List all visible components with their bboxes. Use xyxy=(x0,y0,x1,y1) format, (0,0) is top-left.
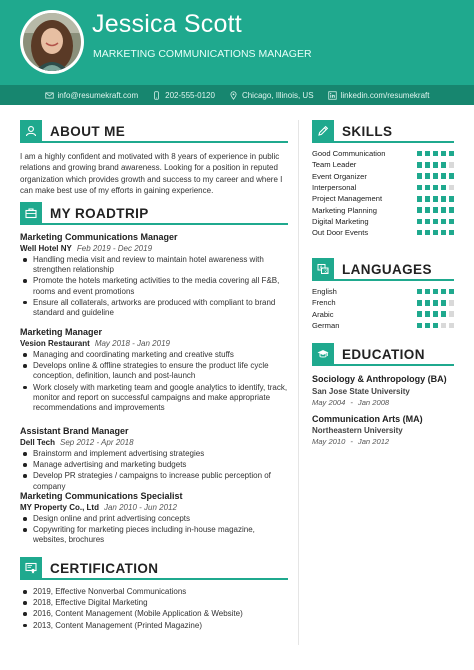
rating-dot-filled xyxy=(433,185,439,191)
education-degree: Communication Arts (MA) xyxy=(312,413,423,424)
rating-label: English xyxy=(312,287,337,297)
rating-dot-filled xyxy=(433,323,439,329)
rating-dot-filled xyxy=(441,207,447,213)
rating-dot-filled xyxy=(441,196,447,202)
rating-row xyxy=(312,297,454,308)
rating-dots xyxy=(417,207,455,213)
rating-dot-filled xyxy=(425,185,431,191)
about-text: I am a highly confident and motivated with 8 years of experience in public relations and growing brand awareness. Looking for a position in reputed organization which provides growth and success to my career and where I can make best use of my efforts in gaining experience. xyxy=(20,152,283,195)
contact-location xyxy=(229,91,314,100)
job-list-3 xyxy=(20,425,288,493)
job-entry xyxy=(20,490,288,546)
rating-dot-filled xyxy=(441,219,447,225)
rating-dot-filled xyxy=(441,162,447,168)
rating-dot-empty xyxy=(449,323,455,329)
certification-underline xyxy=(20,578,288,580)
certification-list xyxy=(20,586,288,632)
language-icon xyxy=(312,258,334,280)
rating-dots xyxy=(417,196,455,202)
rating-row xyxy=(312,148,454,159)
education-list xyxy=(312,374,454,447)
education-end: Jan 2008 xyxy=(357,397,390,407)
job-bullet: Copywriting for marketing pieces including in-house magazine, websites, brochures xyxy=(20,525,288,545)
job-company: MY Property Co., Ltd xyxy=(20,503,99,512)
rating-row xyxy=(312,171,454,182)
job-list-2 xyxy=(20,326,288,414)
rating-dot-filled xyxy=(425,151,431,157)
rating-label: Good Communication xyxy=(312,149,386,159)
job-title: Marketing Manager xyxy=(20,327,103,337)
column-divider xyxy=(298,120,299,645)
education-degree: Sociology & Anthropology (BA) xyxy=(312,374,447,384)
job-title: Assistant Brand Manager xyxy=(20,426,129,436)
job-dates: May 2018 - Jan 2019 xyxy=(94,339,170,348)
job-bullet: Work closely with marketing team and google analytics to identify, track, monitor and report on successful campaigns and make appropriate recommendations and improvements xyxy=(20,383,288,414)
rating-dot-filled xyxy=(449,219,455,225)
rating-dot-filled xyxy=(433,207,439,213)
rating-dot-filled xyxy=(425,219,431,225)
rating-label: French xyxy=(312,298,336,308)
job-list-4 xyxy=(20,490,288,547)
rating-dots xyxy=(417,323,455,329)
job-bullet: Managing and coordinating marketing and creative stuffs xyxy=(20,350,288,360)
skills-section-heading xyxy=(312,120,392,142)
rating-dot-filled xyxy=(417,323,423,329)
job-company: Dell Tech xyxy=(20,438,55,447)
job-bullet: Ensure all collaterals, artworks are produced with compliant to brand standard and guideline xyxy=(20,298,288,318)
job-entry xyxy=(20,326,288,413)
phone-icon xyxy=(152,91,161,100)
education-school: Northeastern University xyxy=(312,426,403,435)
certification-section-heading xyxy=(20,557,158,579)
job-meta xyxy=(20,243,288,254)
rating-dots xyxy=(417,289,455,295)
rating-row xyxy=(312,227,454,238)
certification-item: 2013, Content Management (Printed Magazine) xyxy=(20,621,288,631)
rating-dot-filled xyxy=(449,207,455,213)
rating-dot-filled xyxy=(417,230,423,236)
contact-email-text: info@resumekraft.com xyxy=(57,90,139,100)
candidate-job-title: MARKETING COMMUNICATIONS MANAGER xyxy=(93,48,312,60)
job-entry xyxy=(20,425,288,492)
profile-photo xyxy=(20,10,84,74)
job-bullet: Develop PR strategies / campaigns to increase public perception of company xyxy=(20,471,288,491)
education-section-heading xyxy=(312,343,425,365)
rating-dot-filled xyxy=(417,300,423,306)
profile-photo-image xyxy=(23,13,81,71)
rating-row xyxy=(312,309,454,320)
rating-dot-filled xyxy=(449,151,455,157)
job-company: Well Hotel NY xyxy=(20,244,72,253)
rating-dot-filled xyxy=(441,230,447,236)
skills-title: SKILLS xyxy=(342,123,393,139)
education-entry xyxy=(312,414,454,448)
rating-row xyxy=(312,182,454,193)
rating-dot-filled xyxy=(425,173,431,179)
contact-email[interactable] xyxy=(45,91,139,100)
rating-label: German xyxy=(312,321,340,331)
contact-linkedin[interactable] xyxy=(328,91,430,100)
about-title: ABOUT ME xyxy=(50,123,126,139)
roadtrip-underline xyxy=(20,223,288,225)
rating-dot-filled xyxy=(417,219,423,225)
rating-dot-filled xyxy=(433,196,439,202)
contact-phone[interactable] xyxy=(152,91,215,100)
rating-label: Marketing Planning xyxy=(312,205,378,215)
job-bullet: Promote the hotels marketing activities to the media covering all F&B, rooms and event promotions xyxy=(20,276,288,296)
rating-dot-filled xyxy=(425,311,431,317)
job-meta xyxy=(20,437,288,448)
certification-item: 2018, Effective Digital Marketing xyxy=(20,598,288,608)
education-start: May 2010 xyxy=(312,437,346,446)
rating-dot-filled xyxy=(433,151,439,157)
rating-dot-filled xyxy=(417,162,423,168)
rating-dot-filled xyxy=(425,323,431,329)
job-bullet: Handling media visit and review to maintain hotel awareness with strengthen relationship xyxy=(20,255,288,275)
education-dates xyxy=(312,397,454,408)
contact-bar xyxy=(0,85,474,105)
rating-dots xyxy=(417,300,455,306)
job-list xyxy=(20,231,288,319)
job-company: Vesion Restaurant xyxy=(20,339,90,348)
job-bullet: Brainstorm and implement advertising strategies xyxy=(20,449,288,459)
job-bullets xyxy=(20,449,288,492)
rating-dot-empty xyxy=(441,323,447,329)
job-bullet: Design online and print advertising concepts xyxy=(20,514,288,524)
svg-text:A: A xyxy=(319,265,323,271)
job-meta xyxy=(20,502,288,513)
about-underline xyxy=(20,141,288,143)
rating-dot-filled xyxy=(425,196,431,202)
rating-dots xyxy=(417,219,455,225)
certification-item: 2019, Effective Nonverbal Communications xyxy=(20,587,288,597)
linkedin-icon xyxy=(328,91,337,100)
rating-dot-filled xyxy=(449,230,455,236)
rating-dot-filled xyxy=(425,300,431,306)
rating-dots xyxy=(417,162,455,168)
rating-dot-filled xyxy=(417,311,423,317)
education-underline xyxy=(312,364,454,366)
rating-label: Out Door Events xyxy=(312,228,369,238)
rating-label: Team Leader xyxy=(312,160,357,170)
rating-dot-filled xyxy=(417,207,423,213)
about-section-heading xyxy=(20,120,125,142)
job-title: Marketing Communications Manager xyxy=(20,232,178,242)
education-entry xyxy=(312,374,454,408)
rating-label: Project Management xyxy=(312,194,383,204)
rating-dot-empty xyxy=(449,311,455,317)
rating-label: Digital Marketing xyxy=(312,216,369,226)
job-dates: Sep 2012 - Apr 2018 xyxy=(59,438,134,447)
rating-dot-filled xyxy=(425,230,431,236)
job-entry xyxy=(20,231,288,318)
rating-label: Event Organizer xyxy=(312,171,367,181)
rating-dot-filled xyxy=(417,289,423,295)
roadtrip-section-heading xyxy=(20,202,149,224)
rating-dots xyxy=(417,185,455,191)
job-bullets xyxy=(20,255,288,318)
certificate-icon xyxy=(20,557,42,579)
rating-dot-filled xyxy=(441,151,447,157)
graduation-cap-icon xyxy=(312,343,334,365)
contact-location-text: Chicago, Illinois, US xyxy=(241,90,314,100)
job-dates: Feb 2019 - Dec 2019 xyxy=(76,244,153,253)
education-dates xyxy=(312,436,454,447)
rating-row xyxy=(312,286,454,297)
pen-icon xyxy=(312,120,334,142)
rating-dot-filled xyxy=(441,289,447,295)
envelope-icon xyxy=(45,91,54,100)
briefcase-icon xyxy=(20,202,42,224)
rating-row xyxy=(312,193,454,204)
rating-dots xyxy=(417,173,455,179)
job-bullet: Develops online & offline strategies to ensure the product life cycle conception, definition, launch and post-launch xyxy=(20,361,288,381)
rating-dot-filled xyxy=(417,185,423,191)
skills-underline xyxy=(312,141,454,143)
user-icon xyxy=(20,120,42,142)
job-meta xyxy=(20,338,288,349)
rating-dot-filled xyxy=(433,300,439,306)
rating-dot-filled xyxy=(449,173,455,179)
rating-dot-filled xyxy=(441,185,447,191)
education-dash: - xyxy=(350,397,353,407)
rating-dot-filled xyxy=(441,173,447,179)
job-bullets xyxy=(20,350,288,413)
certification-item: 2016, Content Management (Mobile Application & Website) xyxy=(20,609,288,619)
rating-dot-filled xyxy=(417,196,423,202)
rating-dot-filled xyxy=(433,230,439,236)
languages-title: LANGUAGES xyxy=(342,261,432,277)
rating-row xyxy=(312,216,454,227)
rating-row xyxy=(312,159,454,170)
rating-dot-filled xyxy=(433,219,439,225)
education-title: EDUCATION xyxy=(342,346,425,362)
rating-dots xyxy=(417,151,455,157)
languages-underline xyxy=(312,279,454,281)
rating-dot-filled xyxy=(425,289,431,295)
rating-dot-empty xyxy=(449,185,455,191)
rating-dot-filled xyxy=(425,162,431,168)
languages-list xyxy=(312,286,454,331)
rating-label: Arabic xyxy=(312,309,334,319)
rating-dot-filled xyxy=(449,289,455,295)
resume-header xyxy=(0,0,474,85)
job-dates: Jan 2010 - Jun 2012 xyxy=(103,503,177,512)
rating-dot-filled xyxy=(449,196,455,202)
rating-dot-filled xyxy=(425,207,431,213)
rating-dot-filled xyxy=(417,173,423,179)
job-bullets xyxy=(20,514,288,546)
rating-dot-filled xyxy=(433,162,439,168)
rating-row xyxy=(312,204,454,215)
roadtrip-title: MY ROADTRIP xyxy=(50,205,149,221)
education-dash: - xyxy=(350,437,353,446)
map-pin-icon xyxy=(229,91,238,100)
contact-phone-text: 202-555-0120 xyxy=(165,90,215,100)
rating-dots xyxy=(417,230,455,236)
education-school: San Jose State University xyxy=(312,386,410,396)
languages-section-heading xyxy=(312,258,432,280)
rating-dot-filled xyxy=(441,311,447,317)
contact-linkedin-text: linkedin.com/resumekraft xyxy=(340,90,430,100)
svg-text:文: 文 xyxy=(323,269,328,275)
rating-dot-filled xyxy=(433,173,439,179)
job-title: Marketing Communications Specialist xyxy=(20,491,183,501)
rating-dot-filled xyxy=(433,311,439,317)
education-start: May 2004 xyxy=(312,397,346,407)
education-end: Jan 2012 xyxy=(357,437,390,446)
rating-row xyxy=(312,320,454,331)
rating-dot-empty xyxy=(449,162,455,168)
rating-dot-empty xyxy=(449,300,455,306)
certification-title: CERTIFICATION xyxy=(50,560,159,576)
rating-dot-filled xyxy=(417,151,423,157)
job-bullet: Manage advertising and marketing budgets xyxy=(20,460,288,470)
rating-label: Interpersonal xyxy=(312,183,357,193)
rating-dot-filled xyxy=(441,300,447,306)
rating-dot-filled xyxy=(433,289,439,295)
rating-dots xyxy=(417,311,455,317)
skills-list xyxy=(312,148,454,238)
candidate-name: Jessica Scott xyxy=(92,10,242,38)
